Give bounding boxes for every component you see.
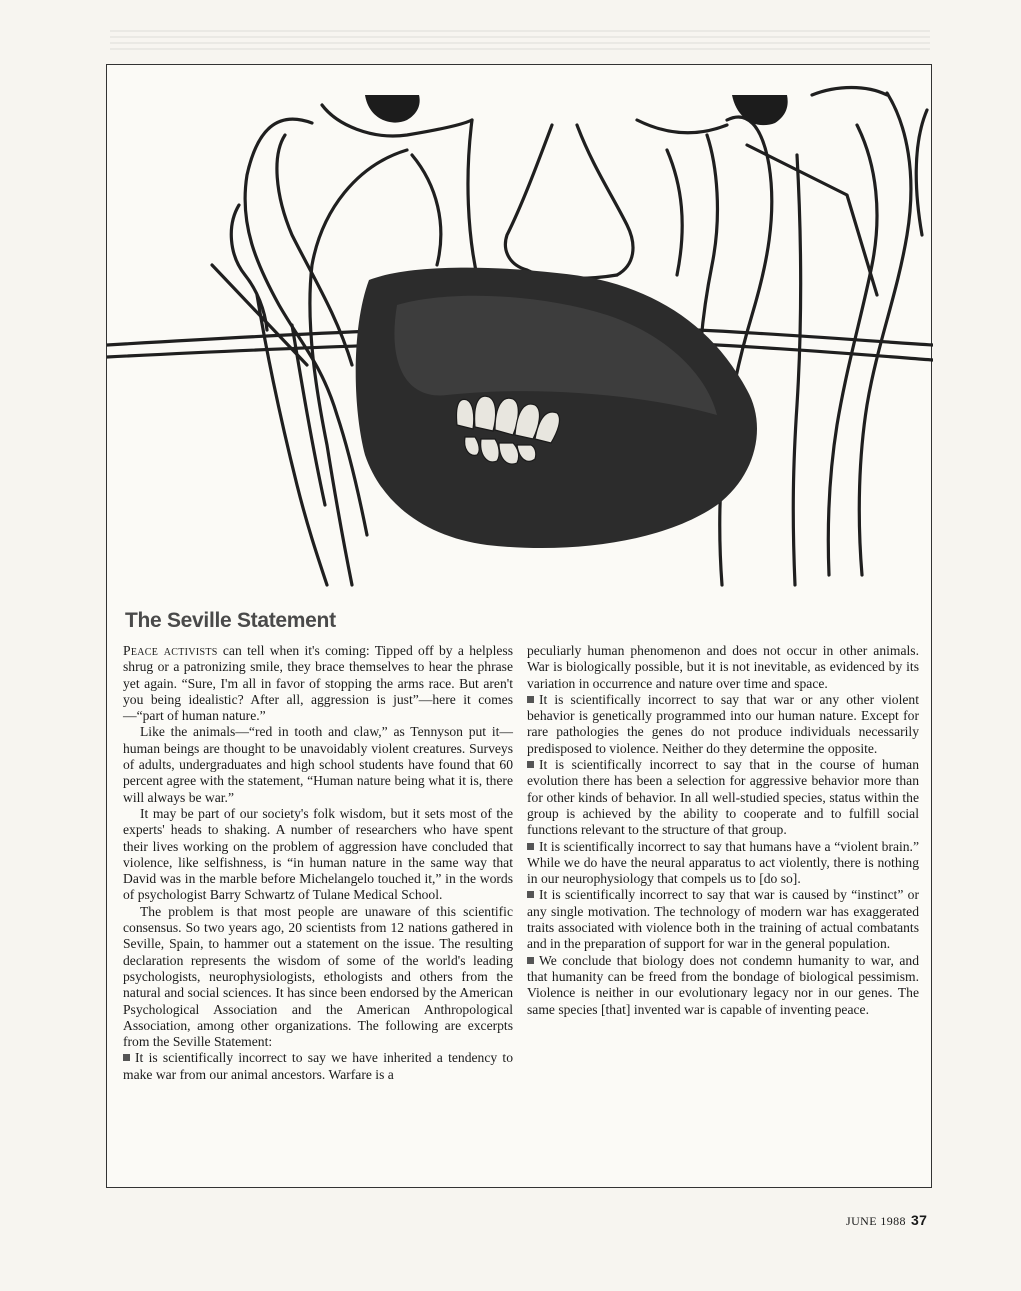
bullet-square-icon: [527, 843, 534, 850]
left-eye: [365, 95, 420, 123]
right-column: [527, 643, 919, 1018]
intro-text: can tell when it's coming: Tipped off by a helpless shrug or a patronizing smile, they brace themselves to hear the phrase yet again. “Sure, I'm all in favor of stopping the arms race. But aren't you being idealistic? After all, aggression is just”—here it comes—“part of human nature.”: [123, 643, 513, 724]
bullet-square-icon: [123, 1054, 130, 1061]
nose-right: [577, 125, 633, 275]
bullet-square-icon: [527, 761, 534, 768]
right-ear: [916, 110, 927, 235]
right-eye: [732, 95, 788, 125]
bullet-item: [527, 953, 919, 1018]
page-footer: [846, 1212, 927, 1229]
bullet-item: [527, 692, 919, 757]
cheek-left: [412, 155, 441, 265]
nose-left: [505, 125, 552, 270]
bullet-text: It is scientifically incorrect to say that humans have a “violent brain.” While we do have the neural apparatus to act violently, there is nothing in our neurophysiology that compels us to [do so].: [527, 838, 919, 887]
paragraph: Like the animals—“red in tooth and claw,” as Tennyson put it—human beings are thought to be unavoidably violent creatures. Surveys of adults, undergraduates and high school students have found that 60 percent agree with the statement, “Human nature being what it is, there will always be war.”: [123, 724, 513, 805]
bullet-text: It is scientifically incorrect to say that war is caused by “instinct” or any single motivation. The technology of modern war has exaggerated traits associated with violence both in the training of actual combatants and in the preparation of support for war in the general population.: [527, 887, 919, 952]
bullet-text: It is scientifically incorrect to say we have inherited a tendency to make war from our animal ancestors. Warfare is a: [123, 1050, 513, 1082]
right-figure-shoulder: [637, 120, 727, 133]
bullet-item: [527, 887, 919, 952]
article-title: The Seville Statement: [125, 609, 336, 632]
page-number: 37: [910, 1212, 928, 1228]
right-figure-head-line: [812, 88, 887, 96]
bullet-item: [527, 757, 919, 838]
bleed-through-text: [110, 30, 930, 50]
right-figure-body: [859, 93, 911, 575]
bullet-square-icon: [527, 891, 534, 898]
left-column: [123, 643, 513, 1083]
bullet-text: It is scientifically incorrect to say that war or any other violent behavior is genetically programmed into our human nature. Except for rare pathologies the genes do not produce individuals necessarily predisposed to violence. Neither do they determine the opposite.: [527, 691, 919, 756]
bullet-text: We conclude that biology does not condemn humanity to war, and that humanity can be freed from the bondage of biological pessimism. Violence is neither in our evolutionary legacy nor in our genes. The same species [that] invented war is capable of inventing peace.: [527, 952, 919, 1017]
right-diagonal: [747, 145, 877, 295]
intro-paragraph: [123, 643, 513, 724]
bullet-item: [123, 1050, 513, 1083]
illustration: [107, 65, 933, 610]
paragraph: The problem is that most people are unaware of this scientific consensus. So two years ago, 20 scientists from 12 nations gathered in Seville, Spain, to hammer out a statement on the issue. The resulting declaration represents the wisdom of some of the world's leading psychologists, neurophysiologists, ethologists and others from the natural and social sciences. It has since been endorsed by the American Psychological Association and the American Anthropological Association, among other organizations. The following are excerpts from the Seville Statement:: [123, 903, 513, 1050]
issue-date: JUNE 1988: [846, 1214, 906, 1228]
right-figure-arm: [720, 117, 772, 585]
left-figure-legs: [257, 295, 327, 585]
bullet-text: It is scientifically incorrect to say that in the course of human evolution there has been a selection for aggressive behavior more than for other kinds of behavior. In all well-studied species, status within the group is achieved by the ability to cooperate and to fulfill social functions relevant to the structure of that group.: [527, 757, 919, 838]
bullet-item: [527, 839, 919, 888]
cheek-right: [667, 150, 682, 275]
lead-in: Peace activists: [123, 643, 218, 658]
right-figure-body2: [828, 125, 877, 575]
article-frame: [106, 64, 932, 1188]
bullet-square-icon: [527, 957, 534, 964]
paragraph: It may be part of our society's folk wisdom, but it sets most of the experts' heads to shaking. A number of researchers who have spent their lives working on the problem of aggression have concluded that violence, like selfishness, is “in human nature in the same way that David was in the marble before Michelangelo touched it,” in the words of psychologist Barry Schwartz of Tulane Medical School.: [123, 805, 513, 903]
right-vertical: [793, 155, 800, 585]
left-figure-neck: [468, 120, 479, 285]
bullet-square-icon: [527, 696, 534, 703]
bullet-continuation: peculiarly human phenomenon and does not occur in other animals. War is biologically possible, but it is not inevitable, as evidenced by its variation in occurrence and nature over time and space.: [527, 643, 919, 691]
